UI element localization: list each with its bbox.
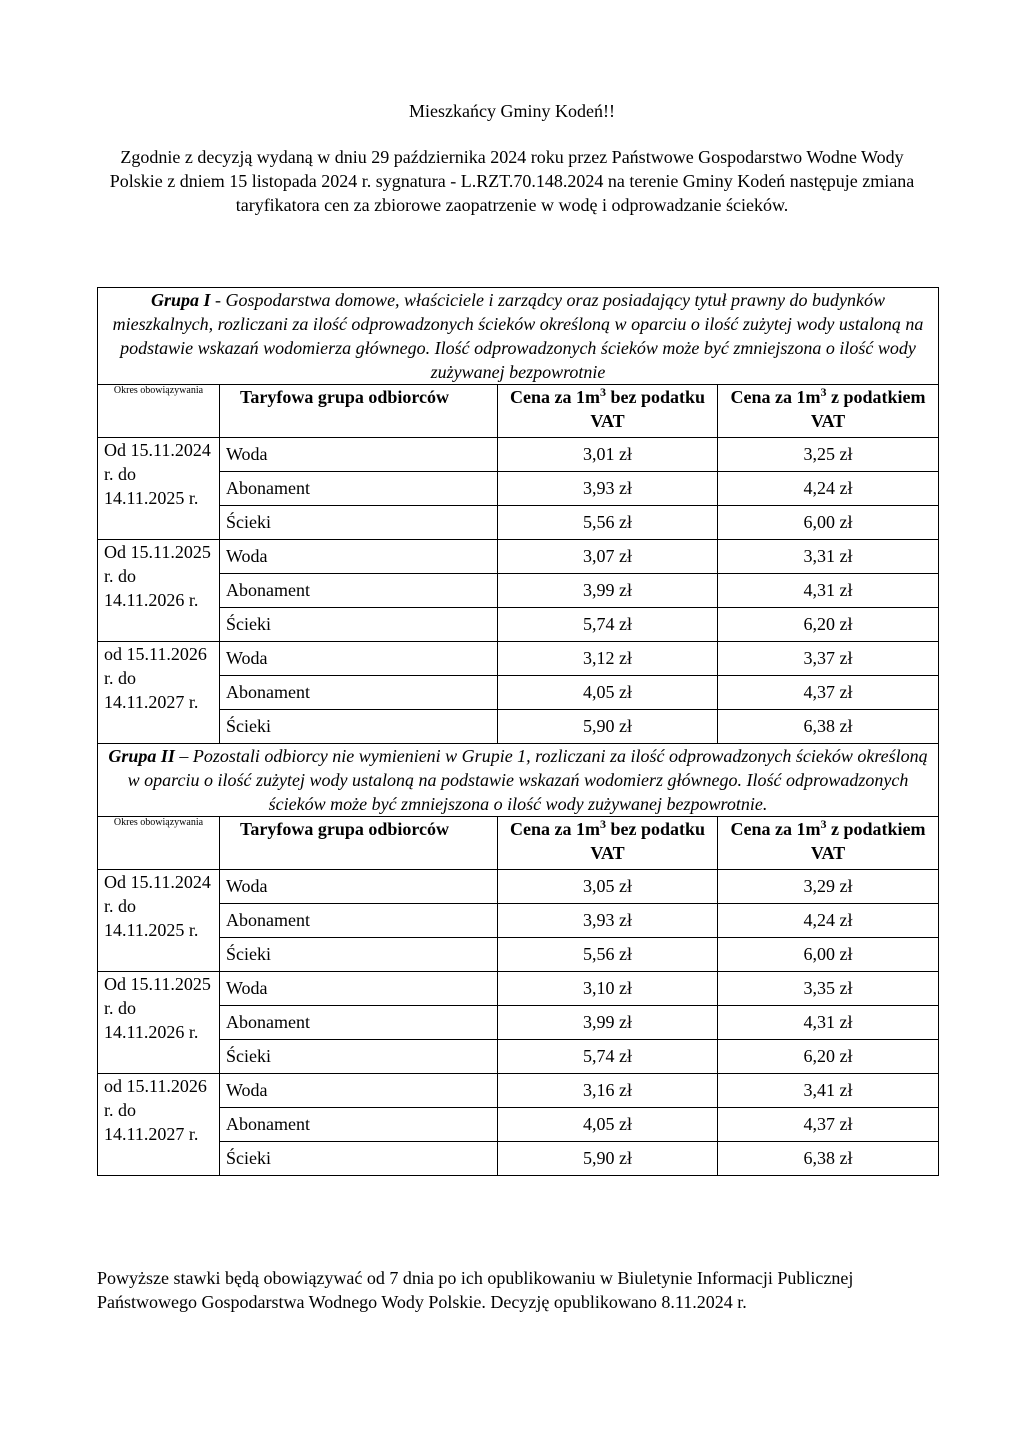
header-net-sup: 3 [599,385,606,399]
tariff-name-cell: Abonament [220,676,498,710]
header-net-pre: Cena za 1m [509,387,600,407]
header-net-price [498,385,718,438]
group-description-row [98,744,939,817]
header-grupa: Taryfowa grupa odbiorców [220,817,498,870]
tariff-name-cell: Ścieki [220,938,498,972]
table-row [98,1006,939,1040]
header-net-post: bez podatku VAT [590,819,705,863]
group-description-text: – Pozostali odbiorcy nie wymienieni w Grupie 1, rozliczani za ilość odprowadzonych ścieków określoną w oparciu o ilość zużytej wody ustaloną na podstawie wskazań wodomierz głównego. Ilość odprowadzonych ścieków może być zmniejszona o ilość wody zużywanej bezpowrotnie. [127,746,928,814]
table-row [98,540,939,574]
header-net-post: bez podatku VAT [590,387,705,431]
tariff-name-cell: Ścieki [220,1040,498,1074]
table-row [98,972,939,1006]
net-price-cell: 4,05 zł [498,1108,718,1142]
group-description [98,288,939,385]
gross-price-cell: 6,20 zł [718,1040,939,1074]
gross-price-cell: 3,29 zł [718,870,939,904]
tariff-name-cell: Woda [220,1074,498,1108]
gross-price-cell: 6,38 zł [718,1142,939,1176]
header-gross-price [718,817,939,870]
table-row [98,438,939,472]
net-price-cell: 3,16 zł [498,1074,718,1108]
gross-price-cell: 6,38 zł [718,710,939,744]
header-net-sup: 3 [599,817,606,831]
table-row [98,1142,939,1176]
table-row [98,1108,939,1142]
gross-price-cell: 6,00 zł [718,938,939,972]
table-row [98,710,939,744]
tariff-name-cell: Abonament [220,574,498,608]
gross-price-cell: 3,25 zł [718,438,939,472]
intro-paragraph: Zgodnie z decyzją wydaną w dniu 29 października 2024 roku przez Państwowe Gospodarstwo Wodne Wody Polskie z dniem 15 listopada 2024 r. sygnatura - L.RZT.70.148.2024 na terenie Gminy Kodeń następuje zmiana taryfikatora cen za zbiorowe zaopatrzenie w wodę i odprowadzanie ścieków. [109,147,915,215]
net-price-cell: 3,93 zł [498,904,718,938]
tariff-name-cell: Ścieki [220,1142,498,1176]
header-gross-post: z podatkiem VAT [810,387,926,431]
gross-price-cell: 4,37 zł [718,676,939,710]
group-description-text: - Gospodarstwa domowe, właściciele i zarządcy oraz posiadający tytuł prawny do budynków mieszkalnych, rozliczani za ilość odprowadzonych ścieków określoną w oparciu o ilość zużytej wody ustaloną na podstawie wskazań wodomierza głównego. Ilość odprowadzonych ścieków może być zmniejszona o ilość wody zużywanej bezpowrotnie [112,290,924,382]
tariff-name-cell: Abonament [220,904,498,938]
net-price-cell: 3,01 zł [498,438,718,472]
group-description [98,744,939,817]
gross-price-cell: 6,00 zł [718,506,939,540]
group-name: Grupa II [108,746,175,766]
net-price-cell: 5,90 zł [498,710,718,744]
tariff-name-cell: Woda [220,870,498,904]
net-price-cell: 3,99 zł [498,1006,718,1040]
period-cell: Od 15.11.2024 r. do 14.11.2025 r. [98,870,220,972]
table-row [98,574,939,608]
header-gross-pre: Cena za 1m [730,387,821,407]
group-name: Grupa I [151,290,211,310]
group-description-row [98,288,939,385]
tariff-name-cell: Abonament [220,1006,498,1040]
table-row [98,676,939,710]
gross-price-cell: 3,35 zł [718,972,939,1006]
tariff-name-cell: Woda [220,642,498,676]
tariff-name-cell: Ścieki [220,608,498,642]
net-price-cell: 3,10 zł [498,972,718,1006]
header-gross-sup: 3 [820,817,827,831]
net-price-cell: 5,90 zł [498,1142,718,1176]
table-row [98,904,939,938]
table-row [98,1040,939,1074]
gross-price-cell: 4,24 zł [718,472,939,506]
header-net-pre: Cena za 1m [509,819,600,839]
net-price-cell: 3,93 zł [498,472,718,506]
gross-price-cell: 3,41 zł [718,1074,939,1108]
gross-price-cell: 4,24 zł [718,904,939,938]
header-gross-sup: 3 [820,385,827,399]
net-price-cell: 5,74 zł [498,1040,718,1074]
tariff-table [97,287,939,1176]
net-price-cell: 5,56 zł [498,938,718,972]
gross-price-cell: 4,31 zł [718,1006,939,1040]
header-net-price [498,817,718,870]
tariff-name-cell: Ścieki [220,506,498,540]
period-cell: Od 15.11.2024 r. do 14.11.2025 r. [98,438,220,540]
tariff-name-cell: Ścieki [220,710,498,744]
tariff-name-cell: Abonament [220,1108,498,1142]
header-grupa: Taryfowa grupa odbiorców [220,385,498,438]
period-cell: od 15.11.2026 r. do 14.11.2027 r. [98,642,220,744]
gross-price-cell: 6,20 zł [718,608,939,642]
table-header-row [98,817,939,870]
table-row [98,608,939,642]
gross-price-cell: 3,31 zł [718,540,939,574]
net-price-cell: 3,05 zł [498,870,718,904]
header-okres: Okres obowiązywania [98,385,220,438]
tariff-name-cell: Woda [220,540,498,574]
table-row [98,1074,939,1108]
tariff-name-cell: Woda [220,972,498,1006]
header-gross-price [718,385,939,438]
net-price-cell: 5,74 zł [498,608,718,642]
footer-note: Powyższe stawki będą obowiązywać od 7 dnia po ich opublikowaniu w Biuletynie Informacji Publicznej Państwowego Gospodarstwa Wodnego Wody Polskie. Decyzję opublikowano 8.11.2024 r. [97,1268,854,1312]
gross-price-cell: 3,37 zł [718,642,939,676]
table-header-row [98,385,939,438]
tariff-name-cell: Woda [220,438,498,472]
table-row [98,472,939,506]
table-row [98,938,939,972]
header-gross-pre: Cena za 1m [730,819,821,839]
table-row [98,642,939,676]
header-gross-post: z podatkiem VAT [810,819,926,863]
header-okres: Okres obowiązywania [98,817,220,870]
gross-price-cell: 4,31 zł [718,574,939,608]
period-cell: Od 15.11.2025 r. do 14.11.2026 r. [98,540,220,642]
net-price-cell: 3,07 zł [498,540,718,574]
table-row [98,870,939,904]
gross-price-cell: 4,37 zł [718,1108,939,1142]
net-price-cell: 5,56 zł [498,506,718,540]
net-price-cell: 4,05 zł [498,676,718,710]
table-row [98,506,939,540]
page-title: Mieszkańcy Gminy Kodeń!! [409,101,615,121]
period-cell: od 15.11.2026 r. do 14.11.2027 r. [98,1074,220,1176]
net-price-cell: 3,12 zł [498,642,718,676]
period-cell: Od 15.11.2025 r. do 14.11.2026 r. [98,972,220,1074]
net-price-cell: 3,99 zł [498,574,718,608]
tariff-name-cell: Abonament [220,472,498,506]
